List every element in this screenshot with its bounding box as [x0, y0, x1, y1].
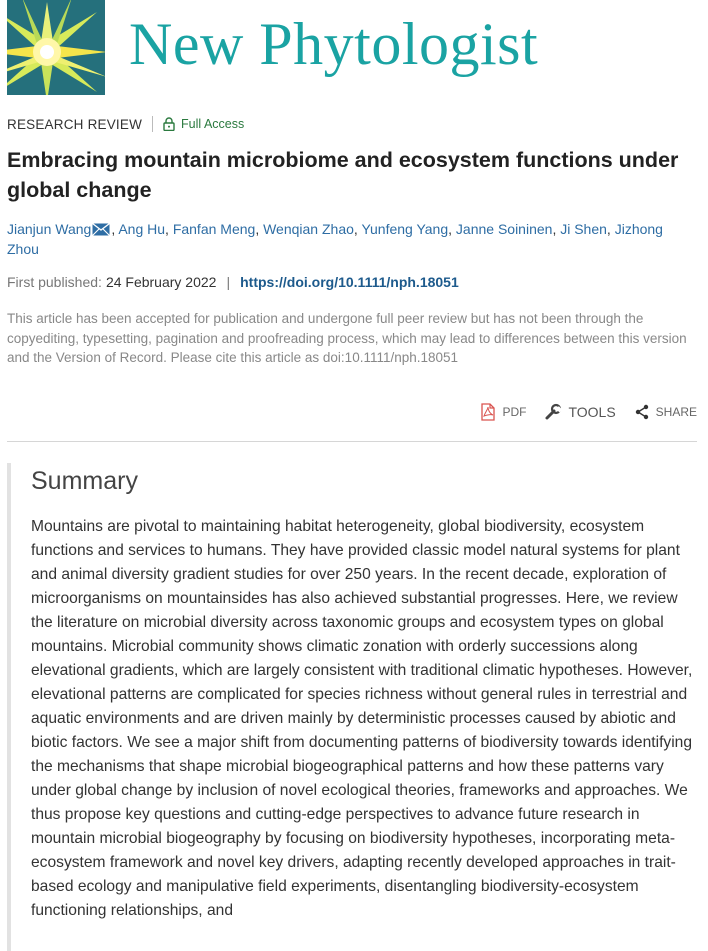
author-link[interactable]: Fanfan Meng — [172, 221, 256, 237]
doi-link[interactable]: https://doi.org/10.1111/nph.18051 — [240, 274, 459, 290]
publication-info — [7, 274, 459, 290]
starburst-logo-icon[interactable] — [7, 0, 105, 95]
summary-heading: Summary — [31, 467, 138, 495]
access-badge — [163, 117, 244, 131]
first-published-label: First published: — [7, 274, 102, 290]
article-meta-row — [7, 114, 244, 134]
article-title: Embracing mountain microbiome and ecosystem functions under global change — [7, 148, 679, 202]
share-icon — [634, 404, 650, 420]
tools-label: TOOLS — [568, 404, 616, 420]
author-link[interactable]: Janne Soininen — [455, 221, 553, 237]
tools-button[interactable] — [544, 403, 615, 421]
author-list: Jianjun Wang , Ang Hu, Fanfan Meng, Wenqian Zhao, Yunfeng Yang, Janne Soininen, Ji Shen, Jizhong Zhou — [7, 221, 663, 257]
pub-separator: | — [226, 274, 231, 290]
masthead — [7, 0, 707, 95]
journal-title[interactable]: New Phytologist — [129, 11, 539, 77]
accepted-article-notice: This article has been accepted for publication and undergone full peer review but has not been through the copyediting, typesetting, pagination and proofreading process, which may lead to differences between this version and the Version of Record. Please cite this article as doi:10.1111/nph.18051 — [7, 311, 687, 365]
wrench-icon — [544, 403, 562, 421]
first-published-date: 24 February 2022 — [105, 274, 217, 290]
article-toolbar — [462, 403, 697, 421]
mail-icon[interactable] — [92, 223, 110, 236]
share-button[interactable] — [634, 404, 697, 420]
author-link[interactable]: Ang Hu — [118, 221, 166, 237]
lock-open-icon — [163, 117, 175, 131]
article-type: RESEARCH REVIEW — [7, 116, 143, 132]
pdf-label: PDF — [502, 405, 527, 419]
author-link[interactable]: Jizhong Zhou — [7, 221, 663, 257]
author-link[interactable]: Ji Shen — [560, 221, 607, 237]
author-link[interactable]: Wenqian Zhao — [263, 221, 354, 237]
share-label: SHARE — [655, 405, 697, 419]
author-link[interactable]: Yunfeng Yang — [361, 221, 449, 237]
summary-text: Mountains are pivotal to maintaining habitat heterogeneity, global biodiversity, ecosystem functions and services to humans. They have provided classic model natural systems for plant and animal diversity gradient studies for over 250 years. In the recent decade, exploration of microorganisms on mountainsides has also achieved substantial progresses. Here, we review the literature on microbial diversity across taxonomic groups and ecosystem types on global mountains. Microbial community shows climatic zonation with orderly successions along elevational gradients, which are largely consistent with traditional climatic hypotheses. However, elevational patterns are complicated for species richness without general rules in terrestrial and aquatic environments and are driven mainly by deterministic processes caused by abiotic and biotic factors. We see a major shift from documenting patterns of biodiversity towards identifying the mechanisms that shape microbial biogeographical patterns and how these patterns vary under global change by inclusion of novel ecological theories, frameworks and approaches. We thus propose key questions and cutting-edge perspectives to advance future research in mountain microbial biogeography by focusing on biodiversity hypotheses, incorporating meta-ecosystem framework and novel key drivers, adapting recently developed approaches in trait-based ecology and manipulative field experiments, disentangling biodiversity-ecosystem functioning relationships, and — [31, 518, 693, 919]
summary-section — [7, 463, 708, 951]
author-link[interactable]: Jianjun Wang — [7, 221, 92, 237]
pdf-icon — [480, 403, 496, 421]
meta-divider — [152, 116, 153, 132]
pdf-button[interactable] — [480, 403, 526, 421]
access-label: Full Access — [181, 117, 245, 131]
section-divider — [7, 441, 697, 442]
